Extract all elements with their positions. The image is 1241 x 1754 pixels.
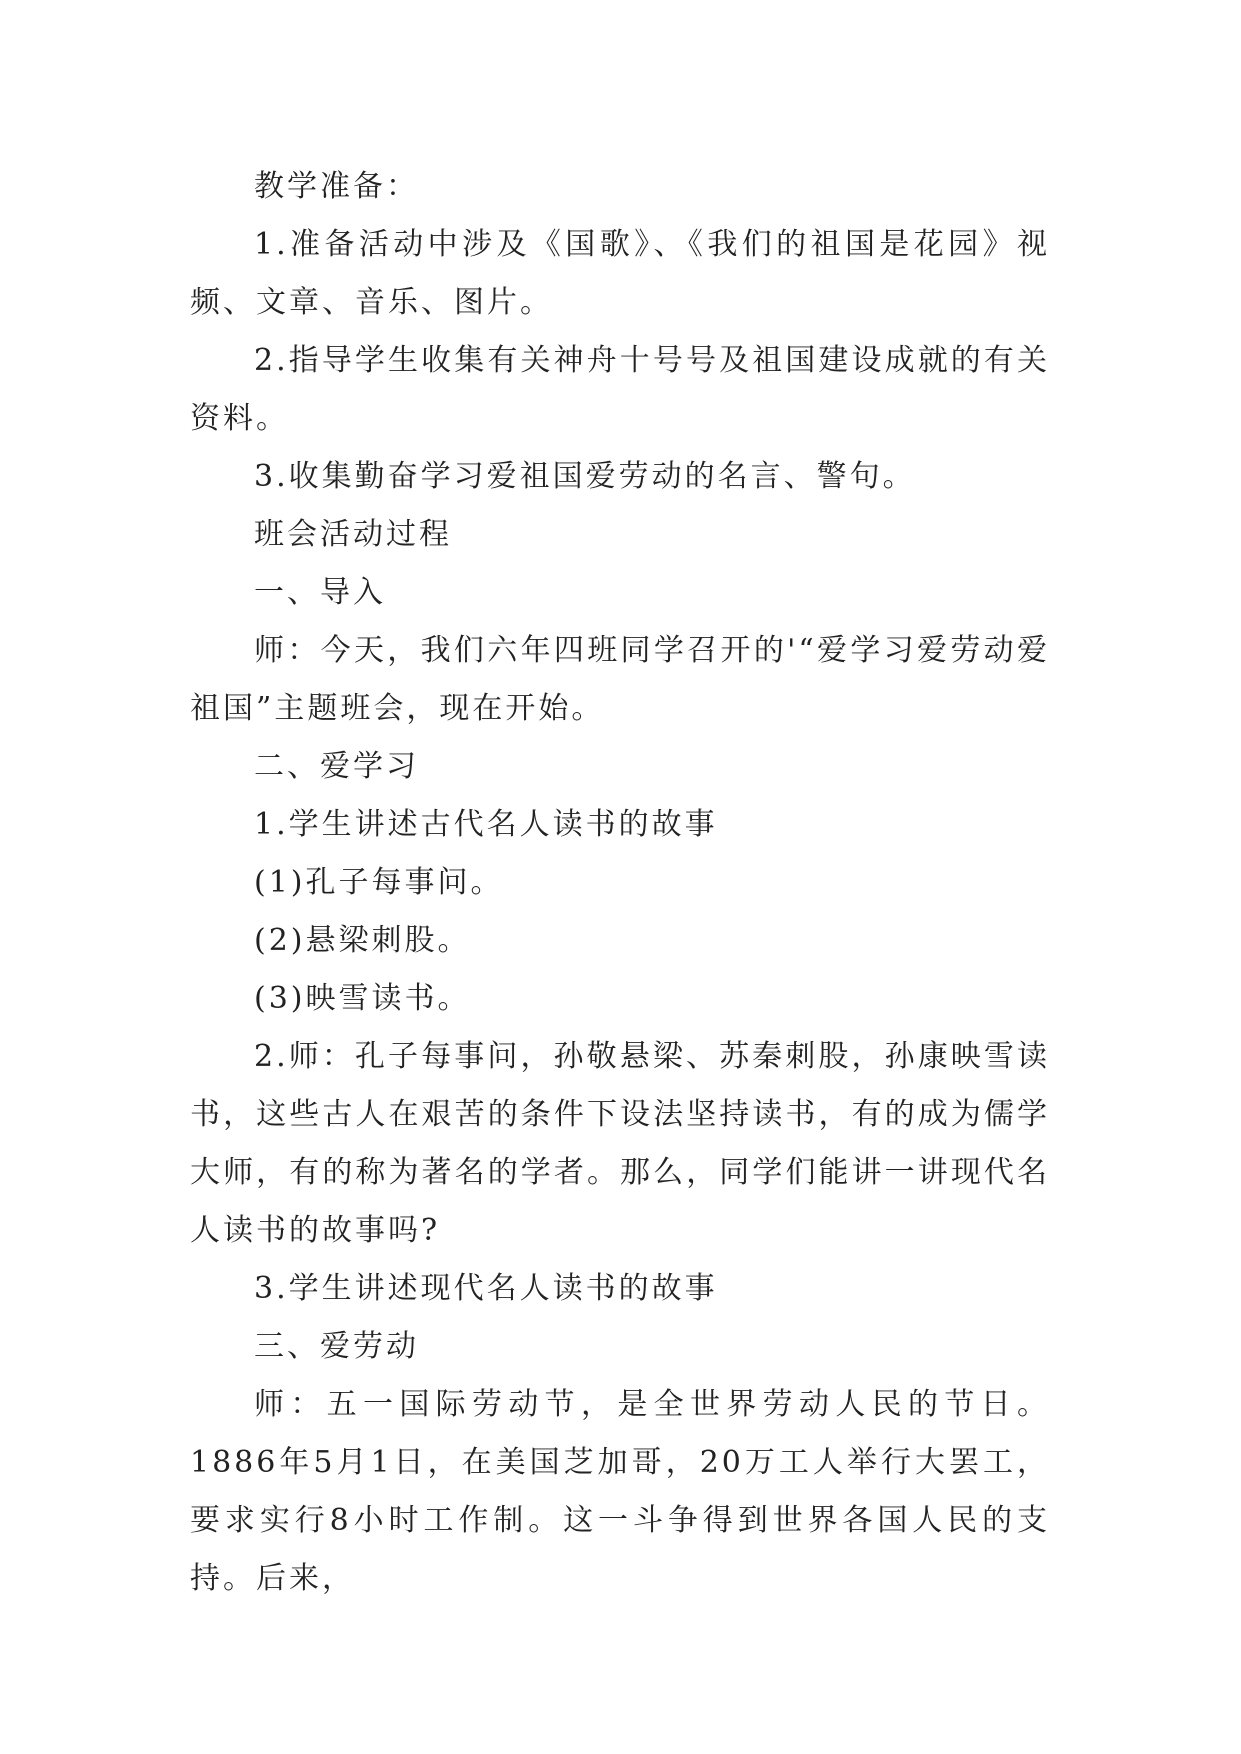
paragraph: 1.准备活动中涉及《国歌》、《我们的祖国是花园》视频、文章、音乐、图片。	[190, 227, 1050, 320]
section-heading: 二、爱学习	[254, 749, 419, 784]
paragraph: 3.学生讲述现代名人读书的故事	[254, 1271, 718, 1306]
paragraph: 2.师：孔子每事问，孙敬悬梁、苏秦刺股，孙康映雪读书，这些古人在艰苦的条件下设法坚持读书，有的成为儒学大师，有的称为著名的学者。那么，同学们能讲一讲现代名人读书的故事吗?	[190, 1039, 1050, 1248]
paragraph: 1.学生讲述古代名人读书的故事	[254, 807, 718, 842]
section-heading: 三、爱劳动	[254, 1329, 419, 1364]
list-item: (2)悬梁刺股。	[254, 923, 471, 958]
list-item: (1)孔子每事问。	[254, 865, 504, 900]
section-heading: 一、导入	[254, 575, 386, 610]
document-body	[190, 158, 1050, 1608]
paragraph: 2.指导学生收集有关神舟十号号及祖国建设成就的有关资料。	[190, 343, 1050, 436]
paragraph: 师：五一国际劳动节，是全世界劳动人民的节日。1886年5月1日，在美国芝加哥，20万工人举行大罢工，要求实行8小时工作制。这一斗争得到世界各国人民的支持。后来，	[190, 1387, 1050, 1596]
paragraph: 3.收集勤奋学习爱祖国爱劳动的名言、警句。	[254, 459, 916, 494]
list-item: (3)映雪读书。	[254, 981, 471, 1016]
section-heading: 班会活动过程	[254, 517, 452, 552]
paragraph: 教学准备：	[254, 169, 419, 204]
paragraph: 师：今天，我们六年四班同学召开的'“爱学习爱劳动爱祖国”主题班会，现在开始。	[190, 633, 1050, 726]
